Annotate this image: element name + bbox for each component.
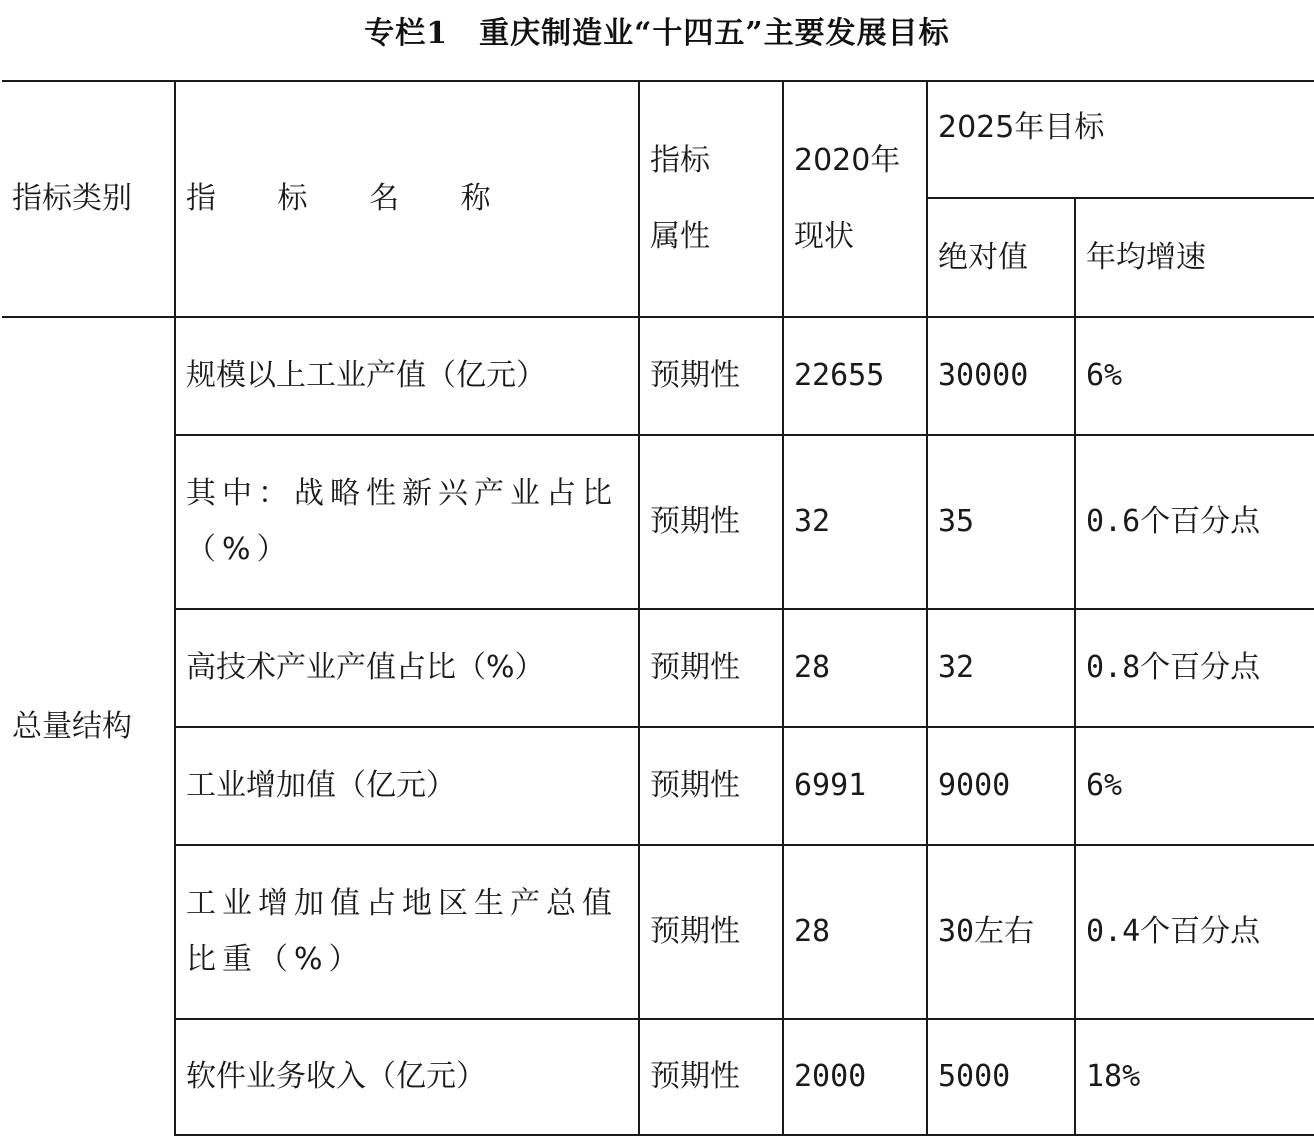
row-name: 其中：战略性新兴产业占比（%） <box>175 435 639 609</box>
row-attribute: 预期性 <box>639 845 783 1019</box>
header-attribute-line1: 指标 <box>650 143 710 178</box>
row-name: 高技术产业产值占比（%） <box>175 609 639 727</box>
header-name <box>175 81 639 317</box>
row-absolute: 30000 <box>927 317 1075 435</box>
header-target: 2025年目标 <box>927 81 1314 198</box>
header-row <box>2 81 1314 198</box>
row-name: 规模以上工业产值（亿元） <box>175 317 639 435</box>
table-row <box>2 609 1314 727</box>
row-absolute: 30左右 <box>927 845 1075 1019</box>
row-current: 6991 <box>783 727 927 845</box>
row-absolute: 5000 <box>927 1019 1075 1135</box>
row-current: 22655 <box>783 317 927 435</box>
row-growth: 18% <box>1075 1019 1314 1135</box>
row-name: 软件业务收入（亿元） <box>175 1019 639 1135</box>
header-current <box>783 81 927 317</box>
row-name: 工业增加值（亿元） <box>175 727 639 845</box>
header-name-label: 指 标 名 称 <box>186 181 517 216</box>
row-current: 28 <box>783 845 927 1019</box>
row-current: 28 <box>783 609 927 727</box>
row-attribute: 预期性 <box>639 317 783 435</box>
row-attribute: 预期性 <box>639 609 783 727</box>
table-row <box>2 317 1314 435</box>
row-growth: 0.8个百分点 <box>1075 609 1314 727</box>
header-current-line2: 现状 <box>794 219 854 254</box>
row-attribute: 预期性 <box>639 727 783 845</box>
header-absolute: 绝对值 <box>927 198 1075 317</box>
header-category: 指标类别 <box>2 81 175 317</box>
row-attribute: 预期性 <box>639 435 783 609</box>
row-absolute: 32 <box>927 609 1075 727</box>
row-growth: 6% <box>1075 317 1314 435</box>
table-row <box>2 727 1314 845</box>
header-current-line1: 2020年 <box>794 143 901 178</box>
table-row <box>2 845 1314 1019</box>
table-row <box>2 435 1314 609</box>
header-attribute-line2: 属性 <box>650 219 710 254</box>
table-title: 专栏1 重庆制造业“十四五”主要发展目标 <box>364 16 950 51</box>
row-attribute: 预期性 <box>639 1019 783 1135</box>
row-absolute: 9000 <box>927 727 1075 845</box>
row-absolute: 35 <box>927 435 1075 609</box>
row-growth: 6% <box>1075 727 1314 845</box>
row-current: 2000 <box>783 1019 927 1135</box>
row-growth: 0.6个百分点 <box>1075 435 1314 609</box>
row-growth: 0.4个百分点 <box>1075 845 1314 1019</box>
targets-table <box>2 80 1314 1136</box>
row-current: 32 <box>783 435 927 609</box>
category-cell: 总量结构 <box>2 317 175 1135</box>
header-attribute <box>639 81 783 317</box>
table-row <box>2 1019 1314 1135</box>
header-growth: 年均增速 <box>1075 198 1314 317</box>
row-name: 工业增加值占地区生产总值比重（%） <box>175 845 639 1019</box>
